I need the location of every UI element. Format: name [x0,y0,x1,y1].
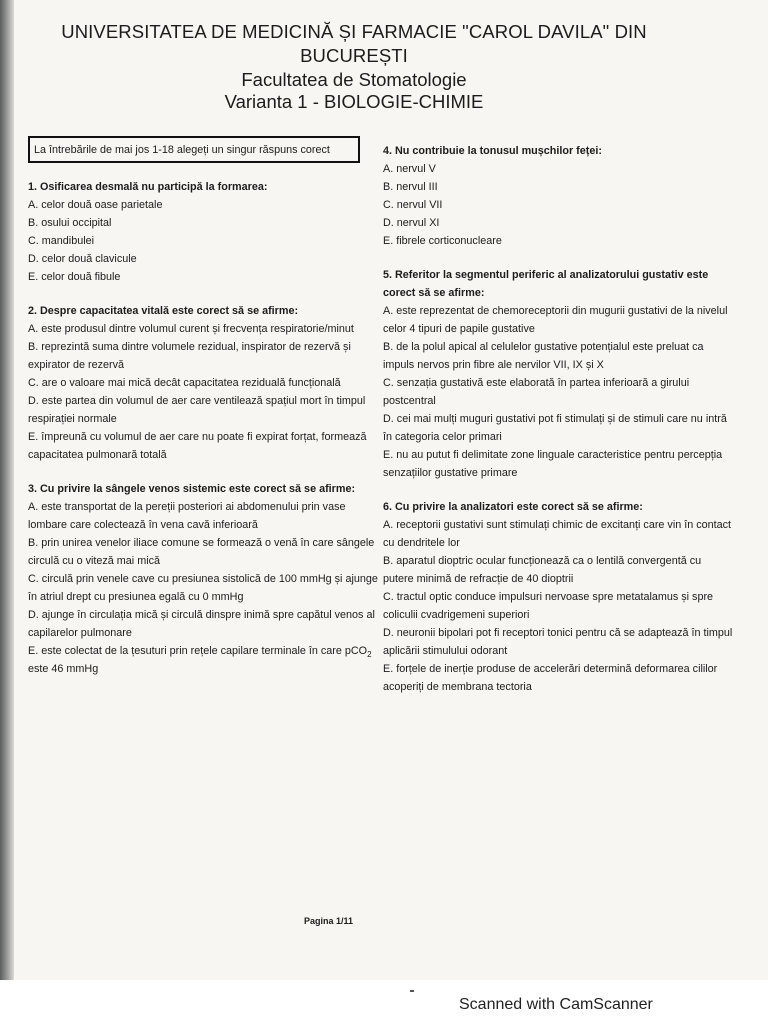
answer-option: A. este transportat de la pereții posteriori ai abdomenului prin vase lombare care colectează în vena cavă inferioară [28,501,346,531]
answer-option: C. senzația gustativă este elaborată în partea inferioară a girului postcentral [383,377,690,407]
answer-option: C. mandibulei [28,235,95,247]
question-1 [28,178,378,286]
option-text: este 46 mmHg [28,663,99,675]
answer-option: E. împreună cu volumul de aer care nu poate fi expirat forțat, formează capacitatea pulmonară totală [28,431,367,461]
document-header [24,20,684,113]
question-4 [383,142,733,250]
answer-option: B. osului occipital [28,217,112,229]
question-title: 2. Despre capacitatea vitală este corect să se afirme: [28,305,299,317]
question-title: 3. Cu privire la sângele venos sistemic este corect să se afirme: [28,483,356,495]
option-text: E. este colectat de la țesuturi prin rețele capilare terminale în care pCO [28,645,368,657]
exam-variant: Varianta 1 - BIOLOGIE-CHIMIE [224,91,484,112]
question-title: 4. Nu contribuie la tonusul mușchilor feței: [383,145,602,157]
question-5 [383,266,733,482]
right-column [383,142,733,712]
answer-option: B. nervul III [383,181,438,193]
answer-option: E. forțele de inerție produse de accelerări determină deformarea cililor acoperiți de membrana tectoria [383,663,718,693]
question-title: 5. Referitor la segmentul periferic al analizatorului gustativ este corect să se afirme: [383,269,709,299]
answer-option: E. nu au putut fi delimitate zone linguale caracteristice pentru percepția senzațiilor gustative primare [383,449,723,479]
answer-option: A. receptorii gustativi sunt stimulați chimic de excitanți care vin în contact cu dendritele lor [383,519,732,549]
left-column [28,136,378,694]
answer-option: A. este produsul dintre volumul curent și frecvența respiratorie/minut [28,323,354,335]
page-number: Pagina 1/11 [304,916,354,926]
answer-option: B. prin unirea venelor iliace comune se formează o venă în care sângele circulă cu o viteză mai mică [28,537,375,567]
answer-option: C. nervul VII [383,199,443,211]
question-title: 6. Cu privire la analizatori este corect să se afirme: [383,501,643,513]
answer-option-e [28,642,378,678]
answer-option: B. reprezintă suma dintre volumele rezidual, inspirator de rezervă și expirator de rezervă [28,341,351,371]
answer-option: E. fibrele corticonucleare [383,235,502,247]
answer-option: B. de la polul apical al celulelor gustative potențialul este preluat ca impuls nervos prin fibre ale nervilor VII, IX și X [383,341,704,371]
answer-option: A. este reprezentat de chemoreceptorii din mugurii gustativi de la nivelul celor 4 tipuri de papile gustative [383,305,728,335]
question-2 [28,302,378,464]
scan-edge-shadow [0,0,14,1024]
university-name: UNIVERSITATEA DE MEDICINĂ ȘI FARMACIE "CAROL DAVILA" DIN BUCUREȘTI [61,21,647,66]
answer-option: D. neuronii bipolari pot fi receptori tonici pentru că se adaptează în timpul aplicării stimulului odorant [383,627,733,657]
answer-option: D. este partea din volumul de aer care ventilează spațiul mort în timpul respirației normale [28,395,366,425]
scanner-watermark: Scanned with CamScanner [459,996,653,1013]
faculty-name: Facultatea de Stomatologie [241,69,467,90]
answer-option: A. nervul V [383,163,436,175]
question-6 [383,498,733,696]
answer-option: D. ajunge în circulația mică și circulă dinspre inimă spre capătul venos al capilarelor pulmonare [28,609,375,639]
scan-speck [410,990,414,992]
question-title: 1. Osificarea desmală nu participă la formarea: [28,181,268,193]
answer-option: C. tractul optic conduce impulsuri nervoase spre metatalamus și spre coliculii cvadrigemeni superiori [383,591,714,621]
answer-option: C. circulă prin venele cave cu presiunea sistolică de 100 mmHg și ajunge în atriul drept cu presiunea egală cu 0 mmHg [28,573,378,603]
answer-option: C. are o valoare mai mică decât capacitatea reziduală funcțională [28,377,341,389]
answer-option: D. nervul XI [383,217,440,229]
question-3 [28,480,378,678]
answer-option: A. celor două oase parietale [28,199,163,211]
answer-option: E. celor două fibule [28,271,121,283]
answer-option: D. celor două clavicule [28,253,137,265]
answer-option: D. cei mai mulți muguri gustativi pot fi stimulați și de stimuli care nu intră în categoria celor primari [383,413,727,443]
answer-option: B. aparatul dioptric ocular funcționează ca o lentilă convergentă cu putere minimă de refracție de 40 dioptrii [383,555,702,585]
instructions-box: La întrebările de mai jos 1-18 alegeți un singur răspuns corect [28,136,360,163]
subscript-2: 2 [367,650,372,660]
